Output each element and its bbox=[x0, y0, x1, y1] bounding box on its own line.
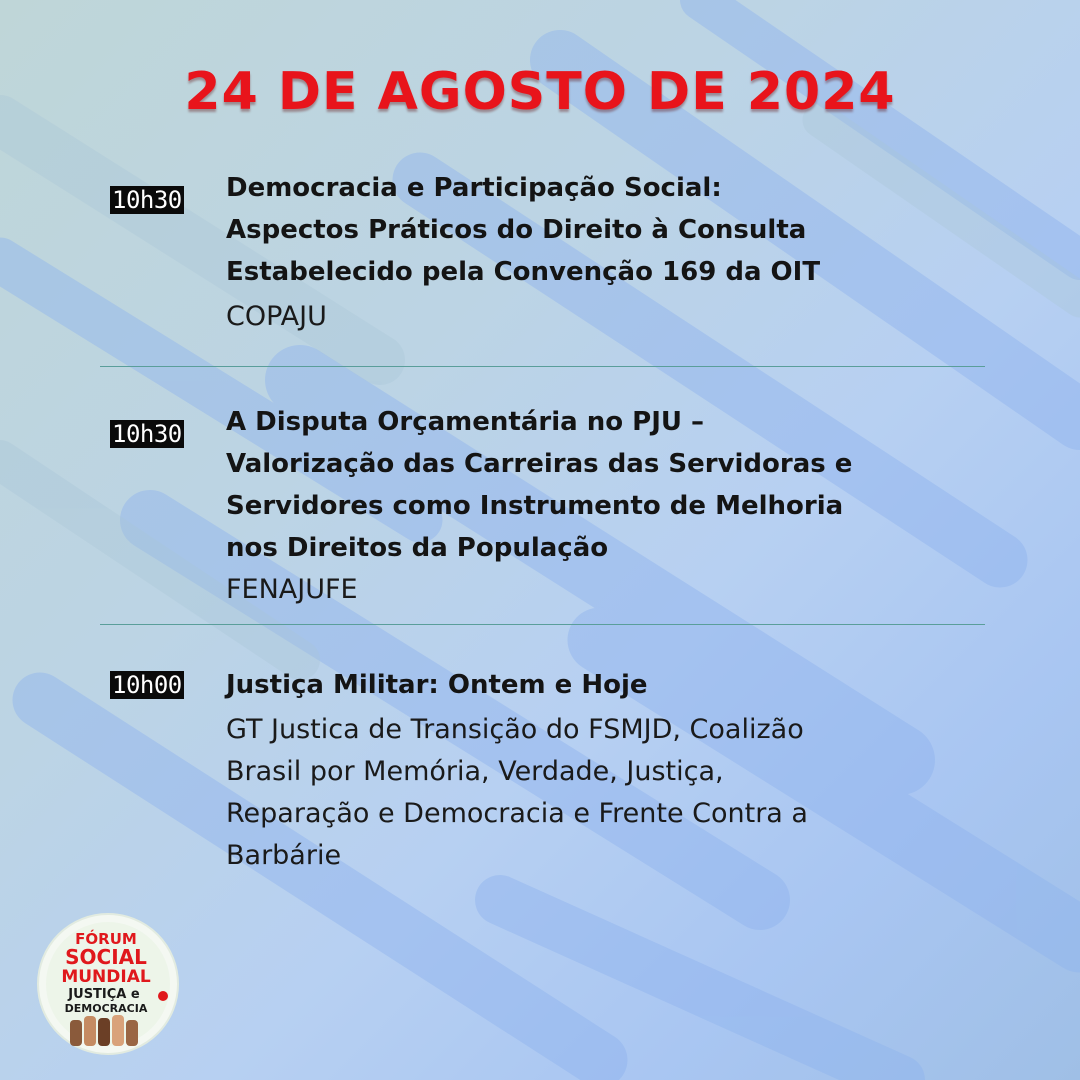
event-title: Democracia e Participação Social: Aspectos Práticos do Direito à Consulta Estabelecido pela Convenção 169 da OIT bbox=[226, 173, 821, 287]
divider bbox=[100, 624, 985, 625]
logo-line-mundial: MUNDIAL bbox=[61, 967, 151, 987]
logo-line-social: SOCIAL bbox=[65, 945, 147, 969]
time-badge: 10h00 bbox=[112, 671, 182, 699]
logo-line-forum: FÓRUM bbox=[75, 930, 137, 948]
logo-line-democracia: DEMOCRACIA bbox=[64, 1002, 148, 1015]
time-badge: 10h30 bbox=[112, 186, 182, 214]
time-badge: 10h30 bbox=[112, 420, 182, 448]
event-organizer: FENAJUFE bbox=[226, 574, 358, 605]
event-organizer: COPAJU bbox=[226, 301, 327, 332]
logo-line-justica: JUSTIÇA e bbox=[68, 987, 140, 1002]
event-title: Justiça Militar: Ontem e Hoje bbox=[226, 670, 648, 700]
forum-social-mundial-logo bbox=[36, 912, 180, 1056]
event-organizer: GT Justica de Transição do FSMJD, Coalizão Brasil por Memória, Verdade, Justiça, Reparação e Democracia e Frente Contra a Barbárie bbox=[226, 714, 808, 871]
page-title: 24 DE AGOSTO DE 2024 bbox=[184, 62, 896, 122]
divider bbox=[100, 366, 985, 367]
event-title: A Disputa Orçamentária no PJU – Valorização das Carreiras das Servidoras e Servidores como Instrumento de Melhoria nos Direitos da População bbox=[226, 407, 853, 563]
